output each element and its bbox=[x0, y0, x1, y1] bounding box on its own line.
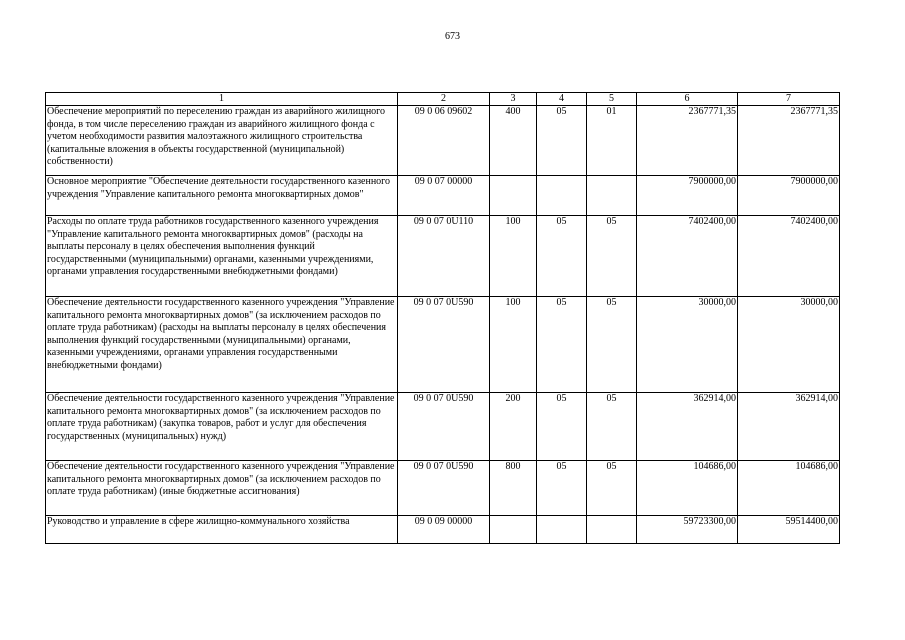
table-row bbox=[46, 516, 840, 544]
row-amount-col7: 59514400,00 bbox=[738, 516, 840, 544]
row-amount-col6: 59723300,00 bbox=[637, 516, 738, 544]
row-expense-type: 200 bbox=[490, 393, 537, 461]
row-amount-col7: 30000,00 bbox=[738, 297, 840, 393]
row-description: Обеспечение мероприятий по переселению граждан из аварийного жилищного фонда, в том числе переселению граждан из аварийного жилищного фонда с учетом необходимости развития малоэтажного жилищного строительства (капитальные вложения в объекты государственной (муниципальной) собственности) bbox=[46, 106, 398, 176]
column-header: 7 bbox=[738, 93, 840, 106]
column-header: 4 bbox=[537, 93, 587, 106]
table-row bbox=[46, 216, 840, 297]
row-expense-type: 800 bbox=[490, 461, 537, 516]
row-amount-col7: 7900000,00 bbox=[738, 176, 840, 216]
row-amount-col6: 2367771,35 bbox=[637, 106, 738, 176]
row-description: Расходы по оплате труда работников государственного казенного учреждения "Управление капитального ремонта многоквартирных домов" (расходы на выплаты персоналу в целях обеспечения выполнения функций государственными (муниципальными) органами, казенными учреждениями, органами управления государственными внебюджетными фондами) bbox=[46, 216, 398, 297]
row-amount-col7: 7402400,00 bbox=[738, 216, 840, 297]
row-description: Обеспечение деятельности государственного казенного учреждения "Управление капитального ремонта многоквартирных домов" (за исключением расходов по оплате труда работникам) (иные бюджетные ассигнования) bbox=[46, 461, 398, 516]
row-section bbox=[537, 516, 587, 544]
row-code: 09 0 07 00000 bbox=[398, 176, 490, 216]
column-header: 2 bbox=[398, 93, 490, 106]
row-description: Основное мероприятие "Обеспечение деятельности государственного казенного учреждения "Управление капитального ремонта многоквартирных домов" bbox=[46, 176, 398, 216]
row-expense-type bbox=[490, 176, 537, 216]
column-header: 3 bbox=[490, 93, 537, 106]
table-row bbox=[46, 461, 840, 516]
row-amount-col6: 362914,00 bbox=[637, 393, 738, 461]
row-subsection: 05 bbox=[587, 393, 637, 461]
row-section: 05 bbox=[537, 106, 587, 176]
row-description: Обеспечение деятельности государственного казенного учреждения "Управление капитального ремонта многоквартирных домов" (за исключением расходов по оплате труда работникам) (расходы на выплаты персоналу в целях обеспечения выполнения функций государственными (муниципальными) органами, казенными учреждениями, органами управления государственными внебюджетными фондами) bbox=[46, 297, 398, 393]
row-amount-col7: 2367771,35 bbox=[738, 106, 840, 176]
row-section: 05 bbox=[537, 461, 587, 516]
row-expense-type bbox=[490, 516, 537, 544]
row-expense-type: 100 bbox=[490, 216, 537, 297]
row-section bbox=[537, 176, 587, 216]
row-code: 09 0 09 00000 bbox=[398, 516, 490, 544]
row-section: 05 bbox=[537, 393, 587, 461]
column-header: 6 bbox=[637, 93, 738, 106]
row-code: 09 0 07 0U110 bbox=[398, 216, 490, 297]
table-row bbox=[46, 176, 840, 216]
row-code: 09 0 07 0U590 bbox=[398, 461, 490, 516]
column-header: 5 bbox=[587, 93, 637, 106]
row-code: 09 0 07 0U590 bbox=[398, 297, 490, 393]
row-subsection: 01 bbox=[587, 106, 637, 176]
row-amount-col6: 7402400,00 bbox=[637, 216, 738, 297]
row-amount-col6: 104686,00 bbox=[637, 461, 738, 516]
row-subsection: 05 bbox=[587, 461, 637, 516]
row-subsection: 05 bbox=[587, 216, 637, 297]
row-amount-col7: 362914,00 bbox=[738, 393, 840, 461]
row-expense-type: 100 bbox=[490, 297, 537, 393]
row-amount-col6: 7900000,00 bbox=[637, 176, 738, 216]
row-amount-col6: 30000,00 bbox=[637, 297, 738, 393]
row-code: 09 0 07 0U590 bbox=[398, 393, 490, 461]
row-section: 05 bbox=[537, 297, 587, 393]
row-amount-col7: 104686,00 bbox=[738, 461, 840, 516]
row-description: Обеспечение деятельности государственного казенного учреждения "Управление капитального ремонта многоквартирных домов" (за исключением расходов по оплате труда работникам) (закупка товаров, работ и услуг для обеспечения государственных (муниципальных) нужд) bbox=[46, 393, 398, 461]
row-subsection bbox=[587, 516, 637, 544]
table-row bbox=[46, 297, 840, 393]
page-number: 673 bbox=[445, 31, 460, 42]
row-subsection bbox=[587, 176, 637, 216]
column-header: 1 bbox=[46, 93, 398, 106]
row-section: 05 bbox=[537, 216, 587, 297]
row-subsection: 05 bbox=[587, 297, 637, 393]
row-code: 09 0 06 09602 bbox=[398, 106, 490, 176]
table-row bbox=[46, 393, 840, 461]
budget-table bbox=[45, 92, 840, 544]
table-row bbox=[46, 106, 840, 176]
row-description: Руководство и управление в сфере жилищно-коммунального хозяйства bbox=[46, 516, 398, 544]
row-expense-type: 400 bbox=[490, 106, 537, 176]
table-header-row bbox=[46, 93, 840, 106]
